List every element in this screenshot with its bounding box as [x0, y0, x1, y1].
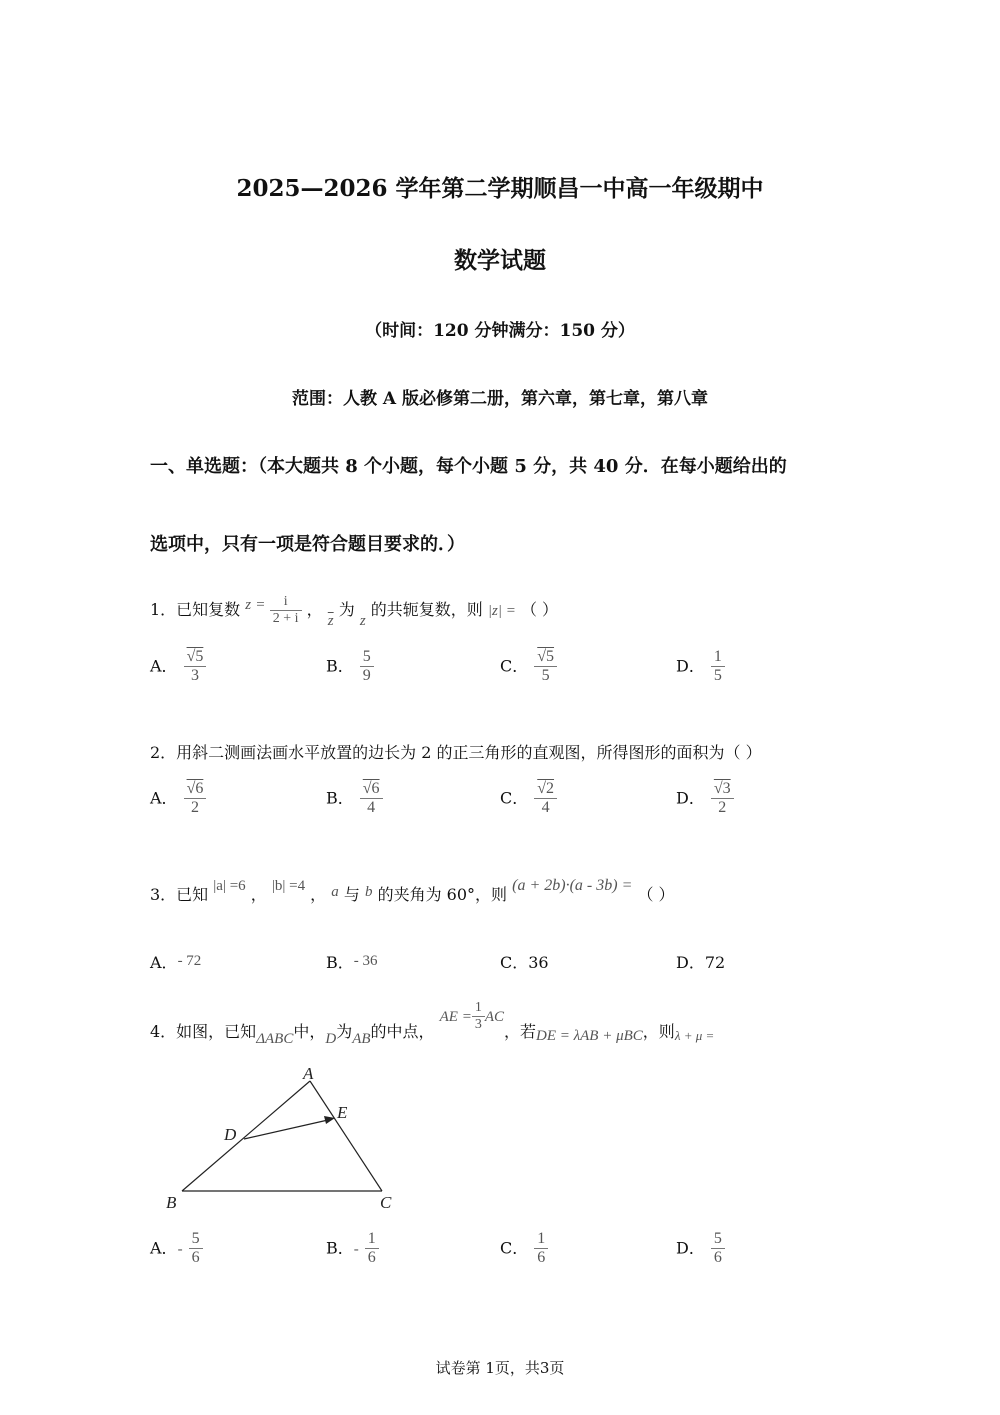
exam-title: 2025—2026 学年第二学期顺昌一中高一年级期中: [236, 175, 764, 202]
option-2c: C． $\frac{√2}{4}$: [500, 780, 557, 818]
option-2a: A． $\frac{√6}{2}$: [150, 780, 206, 818]
triangle-figure: [160, 1060, 410, 1215]
option-1c: C． $\frac{√5}{5}$: [500, 648, 557, 686]
point-label-e: E: [337, 1103, 348, 1122]
vertex-label-b: B: [166, 1193, 177, 1212]
page-footer: 试卷第 1页，共3页: [435, 1359, 565, 1377]
question-1-stem: 1．已知复数 z = $\frac{i}{2 + i}$ ， $\overline{z}$ 为 z 的共轭复数，则 |z| = （ ）: [150, 594, 559, 630]
option-1b: B． $\frac{5}{9}$: [326, 648, 374, 686]
point-label-d: D: [224, 1125, 237, 1144]
vector-de: [244, 1120, 328, 1139]
side-ab: [182, 1081, 310, 1191]
exam-time-info: （时间：120 分钟满分：150 分）: [365, 321, 635, 341]
option-2d: D． $\frac{√3}{2}$: [676, 780, 734, 818]
option-4d: D． $\frac{5}{6}$: [676, 1230, 725, 1268]
vertex-label-a: A: [303, 1064, 314, 1083]
option-1a: A． $\frac{√5}{3}$: [150, 648, 206, 686]
option-3d: D．72: [676, 953, 726, 972]
option-3a: A．- 72: [150, 953, 202, 972]
option-4a: A．- $\frac{5}{6}$: [150, 1230, 203, 1268]
option-3c: C．36: [500, 953, 549, 972]
option-4c: C． $\frac{1}{6}$: [500, 1230, 548, 1268]
option-1d: D． $\frac{1}{5}$: [676, 648, 725, 686]
section-heading-line1: 一、单选题：（本大题共 8 个小题，每个小题 5 分，共 40 分．在每小题给出的: [150, 456, 787, 477]
exam-subject: 数学试题: [454, 247, 546, 274]
option-3b: B．- 36: [326, 953, 378, 972]
question-2-stem: 2．用斜二测画法画水平放置的边长为 2 的正三角形的直观图，所得图形的面积为（ ）: [150, 743, 762, 762]
option-4b: B．- $\frac{1}{6}$: [326, 1230, 379, 1268]
exam-scope: 范围：人教 A 版必修第二册，第六章，第七章，第八章: [291, 389, 709, 409]
side-ac: [310, 1081, 382, 1191]
fraction: $\frac{i}{2 + i}$: [270, 594, 302, 627]
question-4-stem: 4．如图，已知ΔABC中，D为AB的中点， AE = $\frac{1}{3}$ AC，若DE = λAB + μBC，则$_{\lambda + \mu =}$: [150, 1000, 715, 1048]
question-3-stem: 3．已知 |a| =6 ， |b| =4 ， a 与 b 的夹角为 60°，则 (a + 2b)·(a - 3b) = （ ）: [150, 877, 675, 904]
section-heading-line2: 选项中，只有一项是符合题目要求的．）: [150, 534, 465, 555]
vertex-label-c: C: [380, 1193, 392, 1212]
option-2b: B． $\frac{√6}{4}$: [326, 780, 383, 818]
